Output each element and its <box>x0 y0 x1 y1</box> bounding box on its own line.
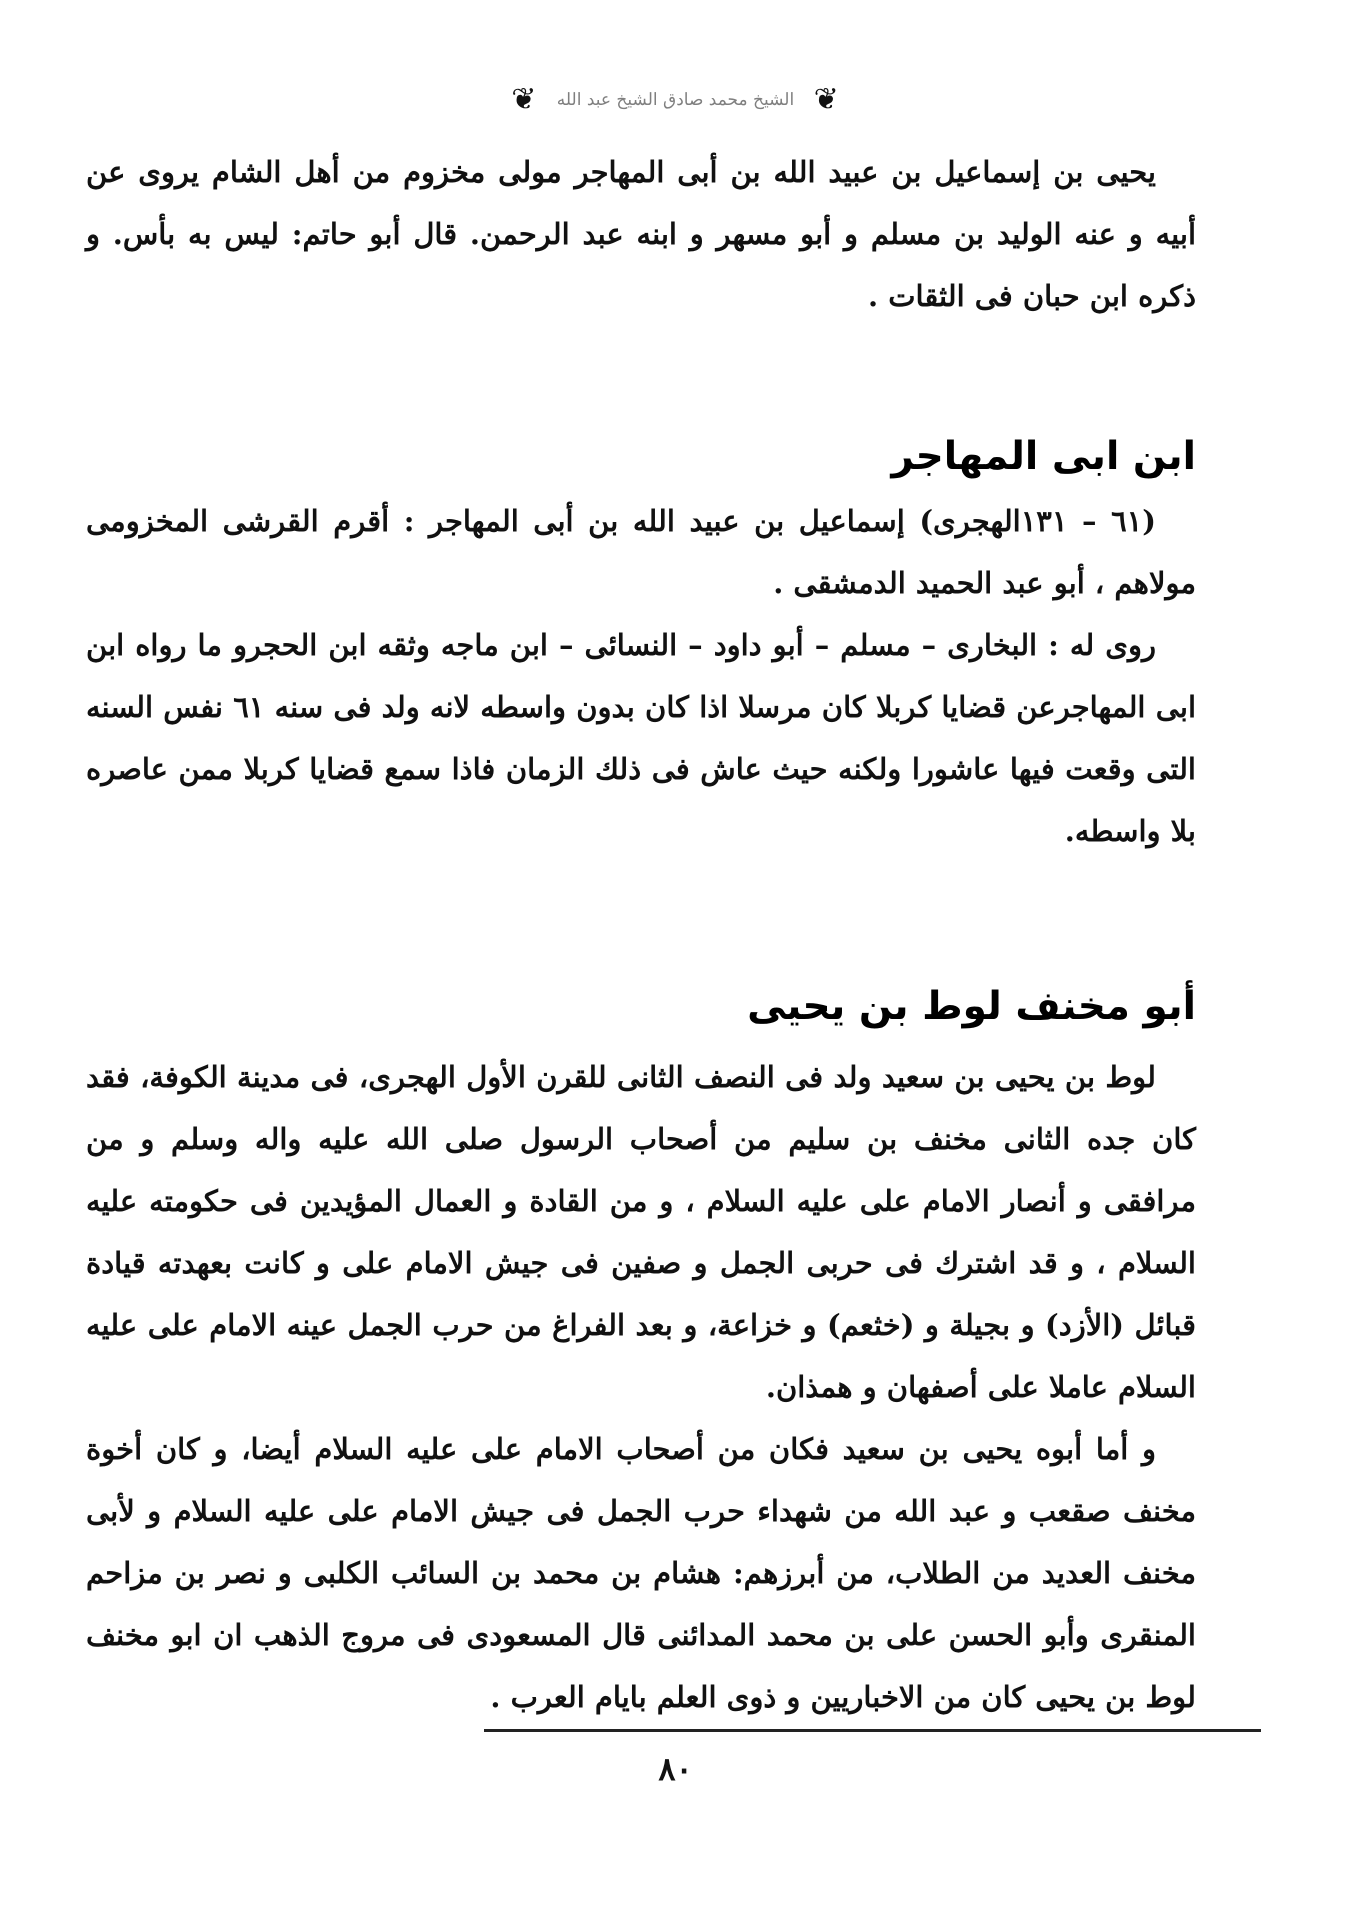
paragraph: روى له : البخارى – مسلم – أبو داود – النسائى – ابن ماجه وثقه ابن الحجرو ما رواه ابن ابى المهاجرعن قضايا كربلا كان مرسلا اذا كان بدون واسطه لانه ولد فى سنه ٦١ نفس السنه التى وقعت فيها عاشورا ولكنه حيث عاش فى ذلك الزمان فاذا سمع قضايا كربلا ممن عاصره بلا واسطه. <box>86 628 1196 848</box>
running-header <box>0 82 1351 117</box>
section-heading-ibn-abi-al-muhajir: ابن ابى المهاجر <box>891 434 1196 479</box>
paragraph: و أما أبوه يحيى بن سعيد فكان من أصحاب الامام على عليه السلام أيضا، و كان أخوة مخنف صقعب و عبد الله من شهداء حرب الجمل فى جيش الامام على عليه السلام و لأبى مخنف العديد من الطلاب، من أبرزهم: هشام بن محمد بن السائب الكلبى و نصر بن مزاحم المنقرى وأبو الحسن على بن محمد المدائنى قال المسعودى فى مروج الذهب ان ابو مخنف لوط بن يحيى كان من الاخباريين و ذوى العلم بايام العرب . <box>86 1432 1196 1714</box>
running-title: الشيخ محمد صادق الشيخ عبد الله <box>556 89 795 110</box>
left-ornament-icon: ❦ <box>511 82 538 117</box>
paragraph: لوط بن يحيى بن سعيد ولد فى النصف الثانى للقرن الأول الهجرى، فى مدينة الكوفة، فقد كان جده الثانى مخنف بن سليم من أصحاب الرسول صلى الله عليه واله وسلم و من مرافقى و أنصار الامام على عليه السلام ، و من القادة و العمال المؤيدين فى حكومته عليه السلام ، و قد اشترك فى حربى الجمل و صفين فى جيش الامام على و كانت بعهدته قيادة قبائل (الأزد) و بجيلة و (خثعم) و خزاعة، و بعد الفراغ من حرب الجمل عينه الامام على عليه السلام عاملا على أصفهان و همذان. <box>86 1060 1196 1404</box>
right-ornament-icon: ❦ <box>813 82 840 117</box>
section-heading-abu-mikhnaf: أبو مخنف لوط بن يحيى <box>747 984 1196 1029</box>
ibn-abi-al-muhajir-text-block <box>86 490 1196 862</box>
abu-mikhnaf-text-block <box>86 1046 1196 1728</box>
intro-text-block <box>86 141 1196 327</box>
paragraph: (٦١ – ١٣١الهجرى) إسماعيل بن عبيد الله بن أبى المهاجر : أقرم القرشى المخزومى مولاهم ، أبو عبد الحميد الدمشقى . <box>86 504 1196 600</box>
footer-divider <box>484 1729 1261 1732</box>
paragraph: يحيى بن إسماعيل بن عبيد الله بن أبى المهاجر مولى مخزوم من أهل الشام يروى عن أبيه و عنه الوليد بن مسلم و أبو مسهر و ابنه عبد الرحمن. قال أبو حاتم: ليس به بأس. و ذكره ابن حبان فى الثقات . <box>86 155 1196 313</box>
page-number: ٨٠ <box>658 1750 693 1788</box>
